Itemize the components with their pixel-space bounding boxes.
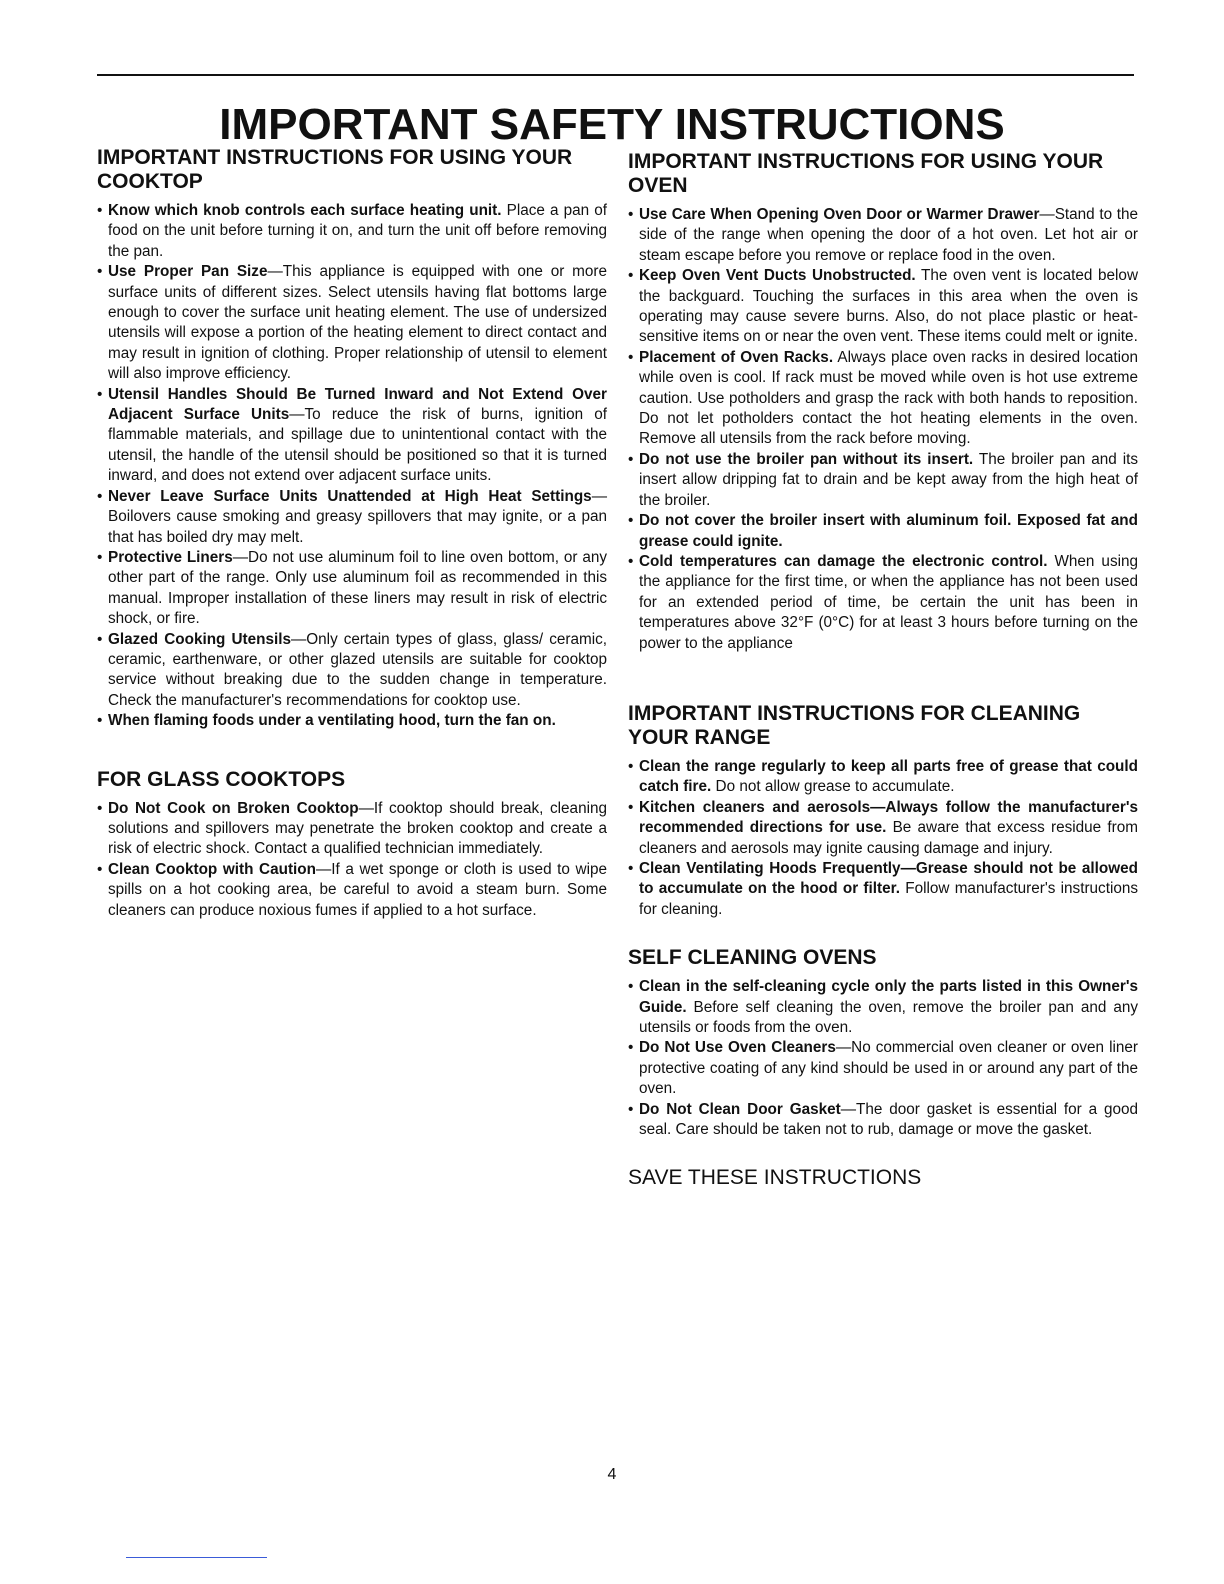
item-lead: Keep Oven Vent Ducts Unobstructed. [639,267,916,285]
list-item [97,799,607,860]
bullet-icon: • [97,385,103,403]
item-lead: Kitchen cleaners and aerosols—Always follow the manufacturer's recommended directions for use. [639,798,1138,837]
list-item [628,757,1138,798]
bullet-icon: • [628,978,634,996]
list-item [97,201,607,262]
item-text: Always place oven racks in desired location while oven is cool. If rack must be moved while oven is hot use extreme caution. Use potholders and grasp the rack with both hands to reposition. Do not let potholders contact the hot heating elements in the oven. Remove all utensils from the rack before moving. [639,348,1138,448]
list-item [628,450,1138,511]
list-item [628,977,1138,1038]
bullet-icon: • [97,630,103,648]
page-number: 4 [607,1466,617,1483]
item-lead: Cold temperatures can damage the electronic control. [639,552,1048,570]
item-lead: Protective Liners [108,548,233,566]
list-item [97,385,607,487]
item-lead: Placement of Oven Racks. [639,348,834,366]
item-text: —If a wet sponge or cloth is used to wipe spills on a hot cooking area, be careful to avoid a steam burn. Some cleaners can produce noxious fumes if applied to a hot surface. [108,860,607,919]
bullet-icon: • [97,799,103,817]
item-text: —No commercial oven cleaner or oven liner protective coating of any kind should be used in or around any part of the oven. [639,1039,1138,1098]
glass-cooktop-list [97,799,607,921]
list-item [97,711,607,731]
cleaning-section [628,702,1138,920]
page-title: IMPORTANT SAFETY INSTRUCTIONS [219,100,1005,149]
cooktop-section [97,146,607,732]
bullet-icon: • [628,267,634,285]
bullet-icon: • [97,548,103,566]
item-text: —The door gasket is essential for a good seal. Care should be taken not to rub, damage or move the gasket. [639,1100,1138,1139]
oven-list [628,205,1138,654]
item-lead: When flaming foods under a ventilating hood, turn the fan on. [108,712,556,730]
item-lead: Do Not Cook on Broken Cooktop [108,799,359,817]
bullet-icon: • [628,348,634,366]
cooktop-heading: IMPORTANT INSTRUCTIONS FOR USING YOUR COOKTOP [97,146,573,193]
item-lead: Clean Ventilating Hoods Frequently—Grease should not be allowed to accumulate on the hood or filter. [639,859,1138,898]
bullet-icon: • [97,202,103,219]
list-item [628,1100,1138,1141]
list-item [628,798,1138,859]
item-lead: Do not cover the broiler insert with aluminum foil. Exposed fat and grease could ignite. [639,512,1138,550]
bullet-icon: • [628,206,634,223]
left-column [97,146,607,921]
list-item [628,859,1138,920]
item-text: The broiler pan and its insert allow dripping fat to drain and be kept away from the high heat of the broiler. [639,450,1138,509]
self-cleaning-heading: SELF CLEANING OVENS [628,946,877,970]
item-lead: Use Care When Opening Oven Door or Warmer Drawer [639,206,1040,223]
cleaning-heading: IMPORTANT INSTRUCTIONS FOR CLEANING YOUR RANGE [628,701,1081,749]
bullet-icon: • [628,859,634,877]
bullet-icon: • [628,552,634,570]
item-lead: Do Not Use Oven Cleaners [639,1039,836,1057]
item-text: —To reduce the risk of burns, ignition of flammable materials, and spillage due to unintentional contact with the utensil, the handle of the utensil should be positioned so that it is turned inward, and does not extend over adjacent surface units. [108,406,607,485]
item-text: Place a pan of food on the unit before turning it on, and turn the unit off before removing the pan. [108,202,607,260]
list-item [628,511,1138,552]
self-cleaning-list [628,977,1138,1140]
item-lead: Clean Cooktop with Caution [108,860,316,878]
item-lead: Glazed Cooking Utensils [108,630,291,648]
bullet-icon: • [628,450,634,468]
item-lead: Utensil Handles Should Be Turned Inward and Not Extend Over Adjacent Surface Units [108,385,607,424]
item-lead: Do not use the broiler pan without its insert. [639,450,974,468]
item-text: —If cooktop should break, cleaning solutions and spillovers may penetrate the broken cooktop and create a risk of electric shock. Contact a qualified technician immediately. [108,799,607,858]
list-item [97,548,607,630]
bullet-icon: • [628,512,634,530]
bullet-icon: • [628,798,634,816]
self-cleaning-section [628,946,1138,1140]
save-instructions: SAVE THESE INSTRUCTIONS [628,1166,922,1190]
list-item [97,860,607,921]
item-text: —Stand to the side of the range when opening the door of a hot oven. Let hot air or steam escape before you remove or replace food in the oven. [639,206,1138,264]
list-item [628,1038,1138,1099]
cleaning-list [628,757,1138,920]
glass-cooktop-section [97,768,607,921]
bullet-icon: • [97,263,103,281]
bullet-icon: • [628,1100,634,1118]
item-text: The oven vent is located below the backguard. Touching the surfaces in this area when the oven is operating may cause severe burns. Also, do not place plastic or heat-sensitive items on or near the oven vent. These items could melt or ignite. [639,267,1138,346]
item-lead: Do Not Clean Door Gasket [639,1100,841,1118]
item-text: Do not allow grease to accumulate. [711,778,955,796]
list-item [97,487,607,548]
bullet-icon: • [628,757,634,775]
list-item [628,266,1138,348]
bullet-icon: • [97,860,103,878]
item-text: Be aware that excess residue from cleaners and aerosols may ignite causing damage and injury. [639,819,1138,857]
bullet-icon: • [97,487,103,505]
list-item [628,205,1138,266]
top-rule [97,74,1134,76]
item-text: —Boilovers cause smoking and greasy spillovers that may ignite, or a pan that has boiled dry may melt. [108,487,607,546]
glass-cooktop-heading: FOR GLASS COOKTOPS [97,767,346,791]
oven-section [628,150,1138,654]
list-item [97,630,607,712]
list-item [628,552,1138,654]
item-lead: Clean in the self-cleaning cycle only the parts listed in this Owner's Guide. [639,978,1138,1016]
item-text: When using the appliance for the first time, or when the appliance has not been used for an extended period of time, be certain the unit has been in temperatures above 32°F (0°C) for at least 3 hours before turning on the power to the appliance [639,552,1139,652]
item-text: —Only certain types of glass, glass/ ceramic, ceramic, earthenware, or other glazed utensils are suitable for cooktop service without breaking due to the sudden change in temperature. Check the manufacturer's recommendations for cooktop use. [108,630,608,709]
bullet-icon: • [628,1039,634,1057]
item-text: —Do not use aluminum foil to line oven bottom, or any other part of the range. Only use aluminum foil as recommended in this manual. Improper installation of these liners may result in risk of electric shock, or fire. [108,548,607,628]
cooktop-list [97,201,607,732]
list-item [97,262,607,384]
bullet-icon: • [97,712,103,730]
item-text: —This appliance is equipped with one or more surface units of different sizes. Select utensils having flat bottoms large enough to cover the surface unit heating element. The use of undersized utensils will expose a portion of the heating element to direct contact and may result in ignition of clothing. Proper relationship of utensil to element will also improve efficiency. [108,263,607,383]
item-text: Before self cleaning the oven, remove the broiler pan and any utensils or foods from the oven. [639,998,1138,1036]
oven-heading: IMPORTANT INSTRUCTIONS FOR USING YOUR OVEN [628,150,1104,197]
item-lead: Never Leave Surface Units Unattended at High Heat Settings [108,487,592,505]
right-column [628,150,1138,1190]
bottom-rule [126,1557,267,1558]
list-item [628,348,1138,450]
item-lead: Clean the range regularly to keep all parts free of grease that could catch fire. [639,757,1138,796]
item-lead: Know which knob controls each surface heating unit. [108,202,502,219]
item-text: Follow manufacturer's instructions for cleaning. [639,880,1139,918]
item-lead: Use Proper Pan Size [108,263,268,281]
